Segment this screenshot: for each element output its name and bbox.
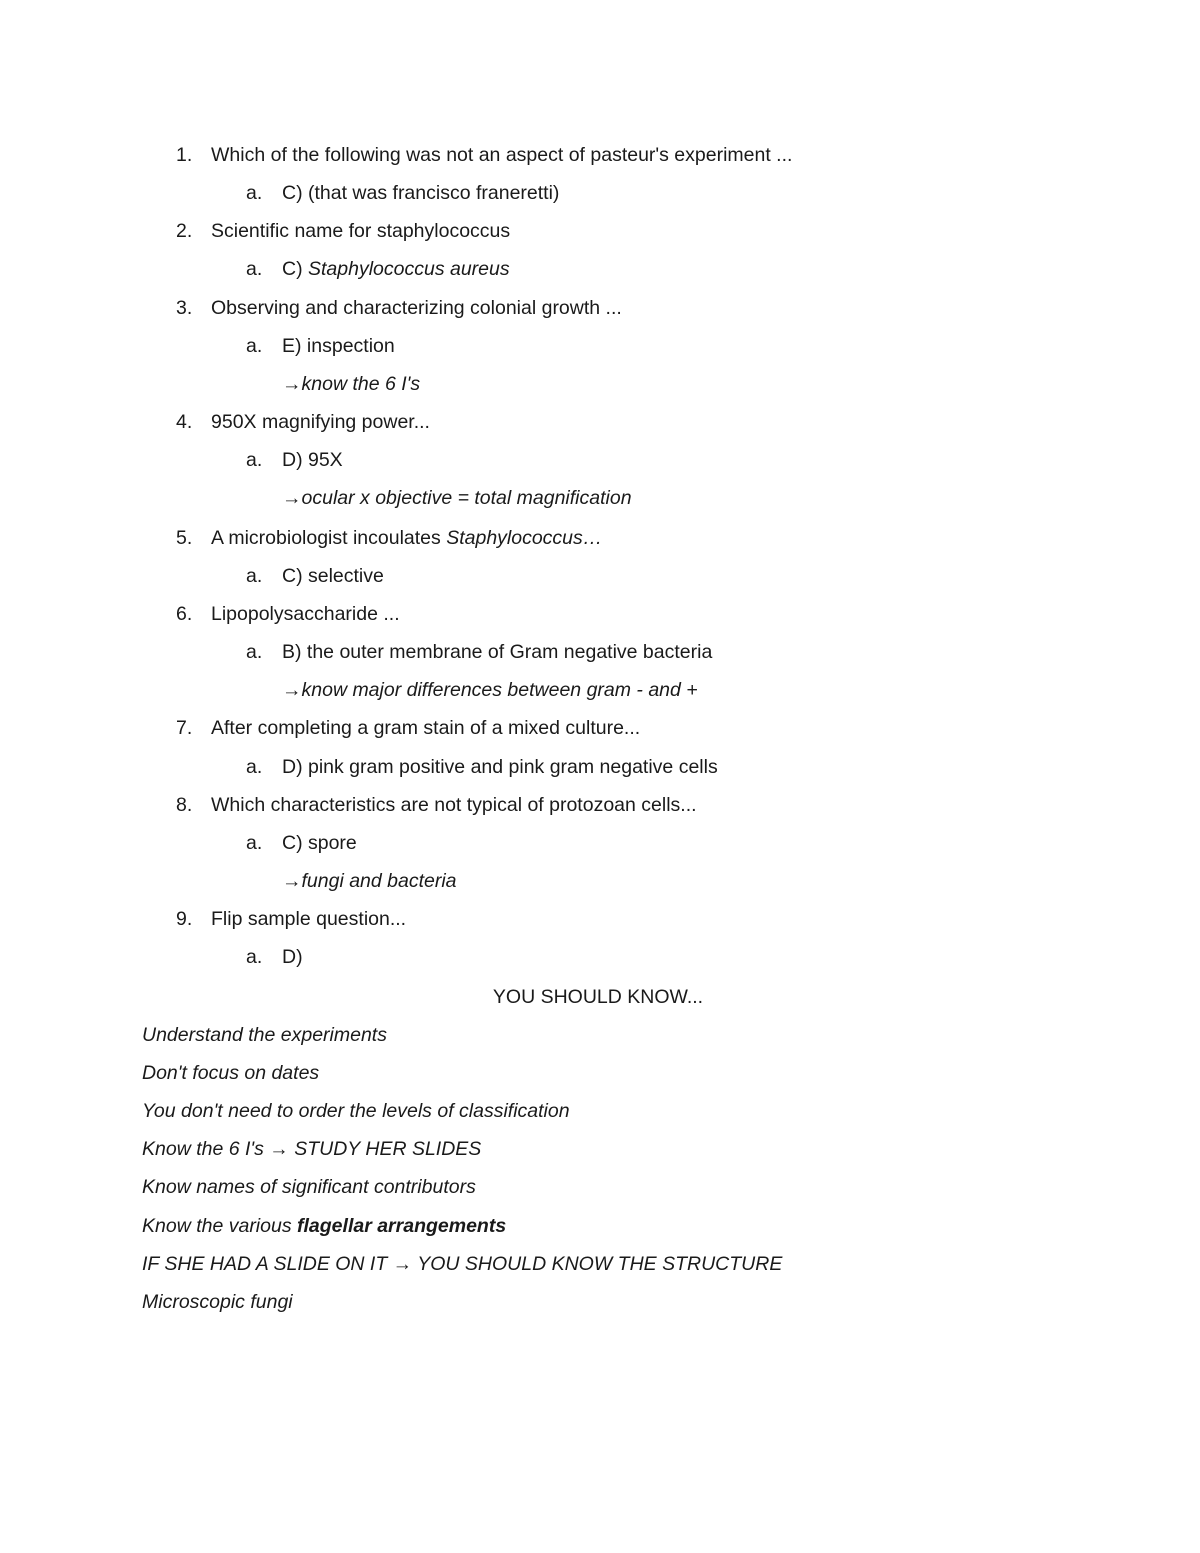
question-number: 5. bbox=[176, 527, 193, 549]
question-number: 8. bbox=[176, 794, 193, 816]
answer-letter: a. bbox=[246, 565, 263, 587]
answer-text: D) pink gram positive and pink gram negative cells bbox=[282, 756, 718, 778]
question-text: Scientific name for staphylococcus bbox=[211, 220, 511, 242]
answer-letter: a. bbox=[246, 335, 263, 357]
question-text: Observing and characterizing colonial growth ... bbox=[211, 297, 622, 319]
answer-note: →know major differences between gram - and + bbox=[282, 679, 698, 701]
answer-note: →know the 6 I's bbox=[282, 373, 421, 395]
question-text: After completing a gram stain of a mixed culture... bbox=[211, 717, 641, 739]
answer-text: B) the outer membrane of Gram negative bacteria bbox=[282, 641, 713, 663]
question-text-prefix: A microbiologist incoulates bbox=[211, 527, 447, 549]
answer-letter: a. bbox=[246, 756, 263, 778]
answer-letter: a. bbox=[246, 641, 263, 663]
tip-item bbox=[142, 1214, 506, 1238]
question-text-italic: Staphylococcus… bbox=[446, 527, 603, 549]
answer-text: E) inspection bbox=[282, 335, 395, 357]
question-text bbox=[211, 526, 602, 550]
tip-item: Understand the experiments bbox=[142, 1024, 387, 1046]
answer-letter: a. bbox=[246, 182, 263, 204]
question-number: 4. bbox=[176, 411, 193, 433]
question-text: Flip sample question... bbox=[211, 908, 407, 930]
answer-letter: a. bbox=[246, 449, 263, 471]
question-number: 1. bbox=[176, 144, 193, 166]
tip-item: Know the 6 I's → STUDY HER SLIDES bbox=[142, 1138, 482, 1160]
tip-prefix: Know the various bbox=[142, 1215, 298, 1237]
question-text: Which of the following was not an aspect of pasteur's experiment ... bbox=[211, 144, 793, 166]
tip-item: Don't focus on dates bbox=[142, 1062, 320, 1084]
tip-item: You don't need to order the levels of classification bbox=[142, 1100, 570, 1122]
question-text: 950X magnifying power... bbox=[211, 411, 430, 433]
section-heading: YOU SHOULD KNOW... bbox=[492, 986, 704, 1008]
answer-text: D) 95X bbox=[282, 449, 343, 471]
answer-letter: a. bbox=[246, 946, 263, 968]
answer-text: D) bbox=[282, 946, 303, 968]
answer-letter: a. bbox=[246, 258, 263, 280]
tip-item: Microscopic fungi bbox=[142, 1291, 293, 1313]
question-text: Which characteristics are not typical of protozoan cells... bbox=[211, 794, 697, 816]
answer-text: C) (that was francisco franeretti) bbox=[282, 182, 560, 204]
tip-bold: flagellar arrangements bbox=[297, 1215, 507, 1237]
answer-text bbox=[282, 257, 510, 281]
answer-prefix: C) bbox=[282, 258, 308, 280]
answer-letter: a. bbox=[246, 832, 263, 854]
answer-text: C) selective bbox=[282, 565, 384, 587]
answer-text: C) spore bbox=[282, 832, 357, 854]
answer-italic: Staphylococcus aureus bbox=[308, 258, 510, 280]
tip-item: Know names of significant contributors bbox=[142, 1176, 476, 1198]
question-number: 9. bbox=[176, 908, 193, 930]
question-text: Lipopolysaccharide ... bbox=[211, 603, 400, 625]
answer-note: →fungi and bacteria bbox=[282, 870, 457, 892]
tip-item: IF SHE HAD A SLIDE ON IT → YOU SHOULD KNOW THE STRUCTURE bbox=[142, 1253, 783, 1275]
answer-note: →ocular x objective = total magnification bbox=[282, 487, 632, 509]
question-number: 6. bbox=[176, 603, 193, 625]
question-number: 3. bbox=[176, 297, 193, 319]
question-number: 2. bbox=[176, 220, 193, 242]
question-number: 7. bbox=[176, 717, 193, 739]
